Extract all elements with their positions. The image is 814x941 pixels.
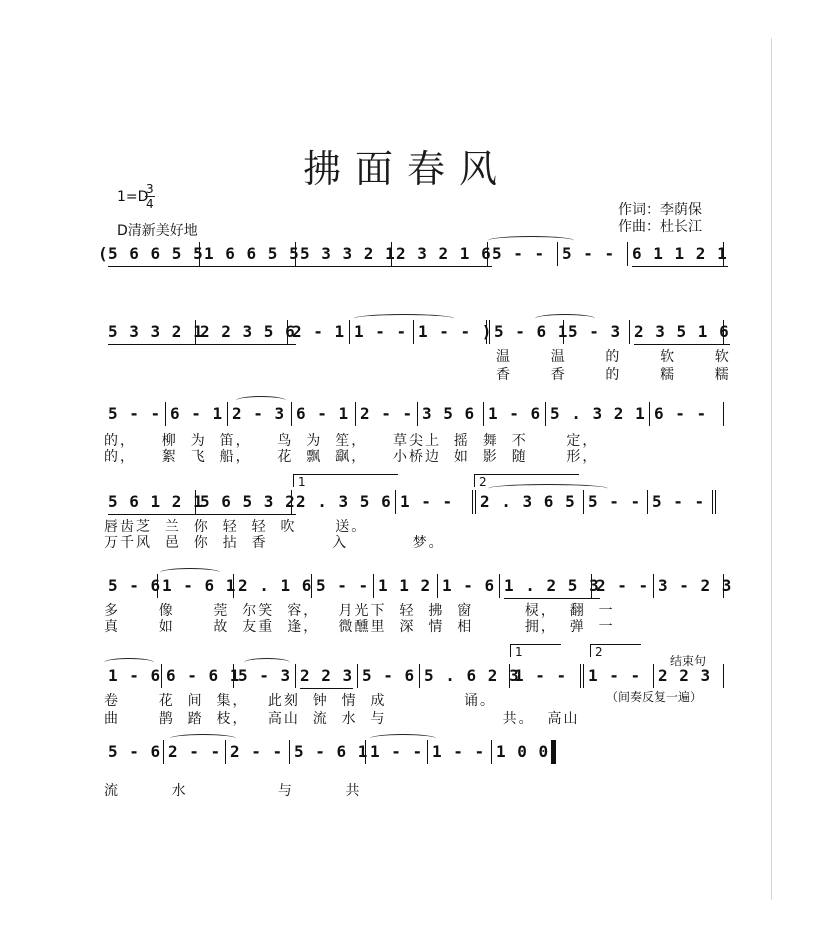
- measure-notes: 5 . 6 2 3: [424, 666, 520, 685]
- intro-open-paren: (: [98, 244, 109, 263]
- measure: [592, 574, 654, 598]
- measure-notes: 1 - -: [400, 492, 454, 511]
- measure: [438, 574, 500, 598]
- staff-row-4: [104, 490, 728, 514]
- time-signature-bottom: 4: [146, 197, 154, 211]
- lyric-line: 香 香 的 糯 糯: [496, 367, 731, 383]
- ending-label: 结束句: [670, 654, 707, 668]
- measure-notes: 2 - -: [360, 404, 414, 423]
- measure: [488, 242, 558, 266]
- measure: [158, 574, 237, 598]
- volta-bracket-1: [510, 644, 561, 657]
- measure-notes: 2 - -: [596, 576, 650, 595]
- measure: [104, 490, 204, 514]
- measure: [420, 664, 520, 688]
- measure-notes: 1 6 6 5 5: [204, 242, 300, 267]
- measure: [226, 740, 290, 764]
- measure-notes: 2 3 2 1 6: [396, 242, 492, 267]
- measure: [288, 320, 350, 344]
- measure-notes: 5 - -: [562, 244, 616, 263]
- measure: [584, 664, 654, 688]
- key-signature: 1=D: [117, 189, 149, 205]
- volta-label: 1: [298, 475, 306, 489]
- tempo-marking: D清新美好地: [117, 223, 198, 239]
- measure: [292, 490, 396, 514]
- measure-notes: 2 2 3 5 6: [200, 320, 296, 345]
- volta-label: 1: [515, 645, 523, 659]
- measure: [166, 402, 228, 426]
- measure: [392, 242, 492, 266]
- staff-row-5: [104, 574, 733, 598]
- measure: [292, 402, 356, 426]
- tie-slur: [370, 734, 436, 743]
- measure: [104, 242, 204, 266]
- measure: [546, 402, 650, 426]
- measure: [476, 490, 584, 514]
- measure: [162, 664, 241, 688]
- tie-slur: [244, 658, 290, 667]
- measure-notes: 1 1 2: [378, 576, 432, 595]
- time-signature: [145, 182, 155, 211]
- measure-notes: 5 - -: [492, 244, 546, 263]
- measure-notes: 2 - -: [230, 742, 284, 761]
- measure: [350, 320, 414, 344]
- time-signature-top: 3: [146, 182, 154, 196]
- measure: [104, 664, 162, 688]
- lyric-line: 流 水 与 共: [104, 783, 362, 799]
- measure-notes: 2 2 3: [300, 664, 353, 689]
- tie-slur: [488, 236, 574, 245]
- measure: [500, 574, 600, 598]
- measure-notes: 3 5 6: [422, 404, 476, 423]
- measure-notes: 2 . 3 6 5: [480, 492, 576, 511]
- tie-slur: [104, 658, 154, 667]
- measure: [510, 664, 584, 688]
- staff-row-3: [104, 402, 728, 426]
- measure: [630, 320, 730, 344]
- measure-notes: 6 - 6 1: [166, 666, 241, 685]
- lyric-line: 万千风 邑 你 拈 香 入 梦。: [104, 535, 445, 551]
- measure: [356, 402, 418, 426]
- volta-label: 2: [479, 475, 487, 489]
- measure: [196, 320, 296, 344]
- measure: [484, 402, 546, 426]
- tie-slur: [160, 568, 220, 577]
- tie-slur: [170, 734, 236, 743]
- measure-notes: 6 - 1: [296, 404, 350, 423]
- measure-notes: 6 - -: [654, 404, 708, 423]
- interlude-repeat-note: （间奏反复一遍）: [606, 690, 703, 704]
- measure-notes: 5 - -: [316, 576, 370, 595]
- lyric-line: 曲 鹊 踏 枝， 高山 流 水 与 共。 高山: [104, 711, 580, 727]
- measure-notes: 5 - -: [588, 492, 642, 511]
- measure: [650, 402, 724, 426]
- lyricist-credit: 作词：李荫保: [618, 202, 702, 218]
- measure: [290, 740, 369, 764]
- lyric-line: 的， 柳 为 笛， 鸟 为 笙， 草尖上 摇 舞 不 定，: [104, 433, 599, 449]
- measure-notes: 5 - 6 1: [494, 322, 569, 341]
- measure-repeat-end: [396, 490, 476, 514]
- measure-notes: 1 0 0: [496, 742, 550, 761]
- measure: [558, 242, 628, 266]
- measure: [104, 402, 166, 426]
- measure-notes: 5 6 6 5 5: [108, 242, 204, 267]
- measure-notes: 1 - -: [432, 742, 486, 761]
- measure-notes: 2 . 1 6: [238, 576, 313, 595]
- tie-slur: [488, 484, 608, 493]
- measure: [490, 320, 569, 344]
- measure-notes: 5 6 5 3 2: [200, 490, 296, 515]
- measure-notes: 5 - 3: [238, 666, 292, 685]
- measure-notes: 1 - - ): [418, 322, 493, 341]
- measure-notes: 5 - 6: [108, 576, 162, 595]
- measure-notes: 1 . 2 5 3: [504, 574, 600, 599]
- staff-row-1: [98, 242, 728, 266]
- measure-notes: 5 . 3 2 1: [550, 404, 646, 423]
- measure: [628, 242, 728, 266]
- lyric-line: 真 如 故 友重 逢， 微醺里 深 情 相 拥， 弹 一: [104, 619, 615, 635]
- volta-label: 2: [595, 645, 603, 659]
- measure: [296, 242, 396, 266]
- staff-row-6: [104, 664, 728, 688]
- measure-notes: 2 - -: [168, 742, 222, 761]
- measure-notes: 5 - 3: [568, 322, 622, 341]
- measure-notes: 3 - 2 3: [658, 576, 733, 595]
- lyric-line: 卷 花 间 集， 此刻 钟 情 成 诵。: [104, 693, 496, 709]
- lyric-line: 的， 絮 飞 船， 花 飘 飖， 小桥边 如 影 随 形，: [104, 449, 599, 465]
- lyric-line: 温 温 的 软 软: [496, 349, 731, 365]
- measure: [196, 490, 296, 514]
- measure: [648, 490, 716, 514]
- measure-notes: 6 - 1: [170, 404, 224, 423]
- measure: [200, 242, 300, 266]
- measure-notes: 1 - -: [514, 666, 568, 685]
- measure-repeat-start: [414, 320, 493, 344]
- song-title: 拂面春风: [302, 147, 511, 191]
- measure: [358, 664, 420, 688]
- measure: [584, 490, 648, 514]
- tie-slur: [236, 396, 286, 405]
- measure-notes: 5 - -: [108, 404, 162, 423]
- measure-notes: 2 . 3 5 6: [296, 492, 392, 511]
- measure: [104, 320, 204, 344]
- measure-notes: 5 - 6 1: [294, 742, 369, 761]
- measure: [654, 574, 733, 598]
- measure-notes: 1 - 6: [488, 404, 542, 423]
- lyric-line: 多 像 莞 尔笑 容， 月光下 轻 拂 窗 棂， 翻 一: [104, 603, 615, 619]
- measure: [374, 574, 438, 598]
- measure: [234, 664, 296, 688]
- measure-notes: 2 - 1: [292, 322, 346, 341]
- measure-notes: 5 3 3 2 1: [108, 320, 204, 345]
- measure-notes: 5 - -: [652, 492, 706, 511]
- staff-row-7: [104, 740, 728, 764]
- measure: [312, 574, 374, 598]
- measure: [428, 740, 492, 764]
- measure-notes: 2 3 5 1 6: [634, 320, 730, 345]
- measure-notes: 1 - 6: [442, 576, 496, 595]
- measure-notes: 1 - -: [588, 666, 642, 685]
- measure: [654, 664, 724, 688]
- measure-notes: 1 - 6: [108, 666, 162, 685]
- lyric-line: 唇齿芝 兰 你 轻 轻 吹 送。: [104, 519, 368, 535]
- measure-notes: 2 - 3: [232, 404, 286, 423]
- volta-bracket-2: [590, 644, 641, 657]
- measure-notes: 2 2 3: [658, 666, 712, 685]
- measure: [228, 402, 292, 426]
- measure: [564, 320, 630, 344]
- measure-final: [492, 740, 556, 764]
- measure-notes: 5 6 1 2 1: [108, 490, 204, 515]
- measure-notes: 1 - 6 1: [162, 576, 237, 595]
- volta-bracket-1: [293, 474, 398, 487]
- measure-notes: 1 - -: [370, 742, 424, 761]
- measure: [296, 664, 358, 688]
- measure-notes: 6 1 1 2 1: [632, 242, 728, 267]
- measure: [366, 740, 428, 764]
- tie-slur: [354, 314, 454, 323]
- measure: [234, 574, 312, 598]
- measure: [418, 402, 484, 426]
- measure: [164, 740, 226, 764]
- measure-notes: 5 - 6: [362, 666, 416, 685]
- measure-notes: 5 3 3 2 1: [300, 242, 396, 267]
- measure-notes: 1 - -: [354, 322, 408, 341]
- measure: [104, 574, 162, 598]
- composer-credit: 作曲：杜长江: [618, 219, 702, 235]
- measure-notes: 5 - 6: [108, 742, 162, 761]
- measure: [104, 740, 164, 764]
- staff-row-2: [104, 320, 728, 344]
- tie-slur: [535, 314, 595, 323]
